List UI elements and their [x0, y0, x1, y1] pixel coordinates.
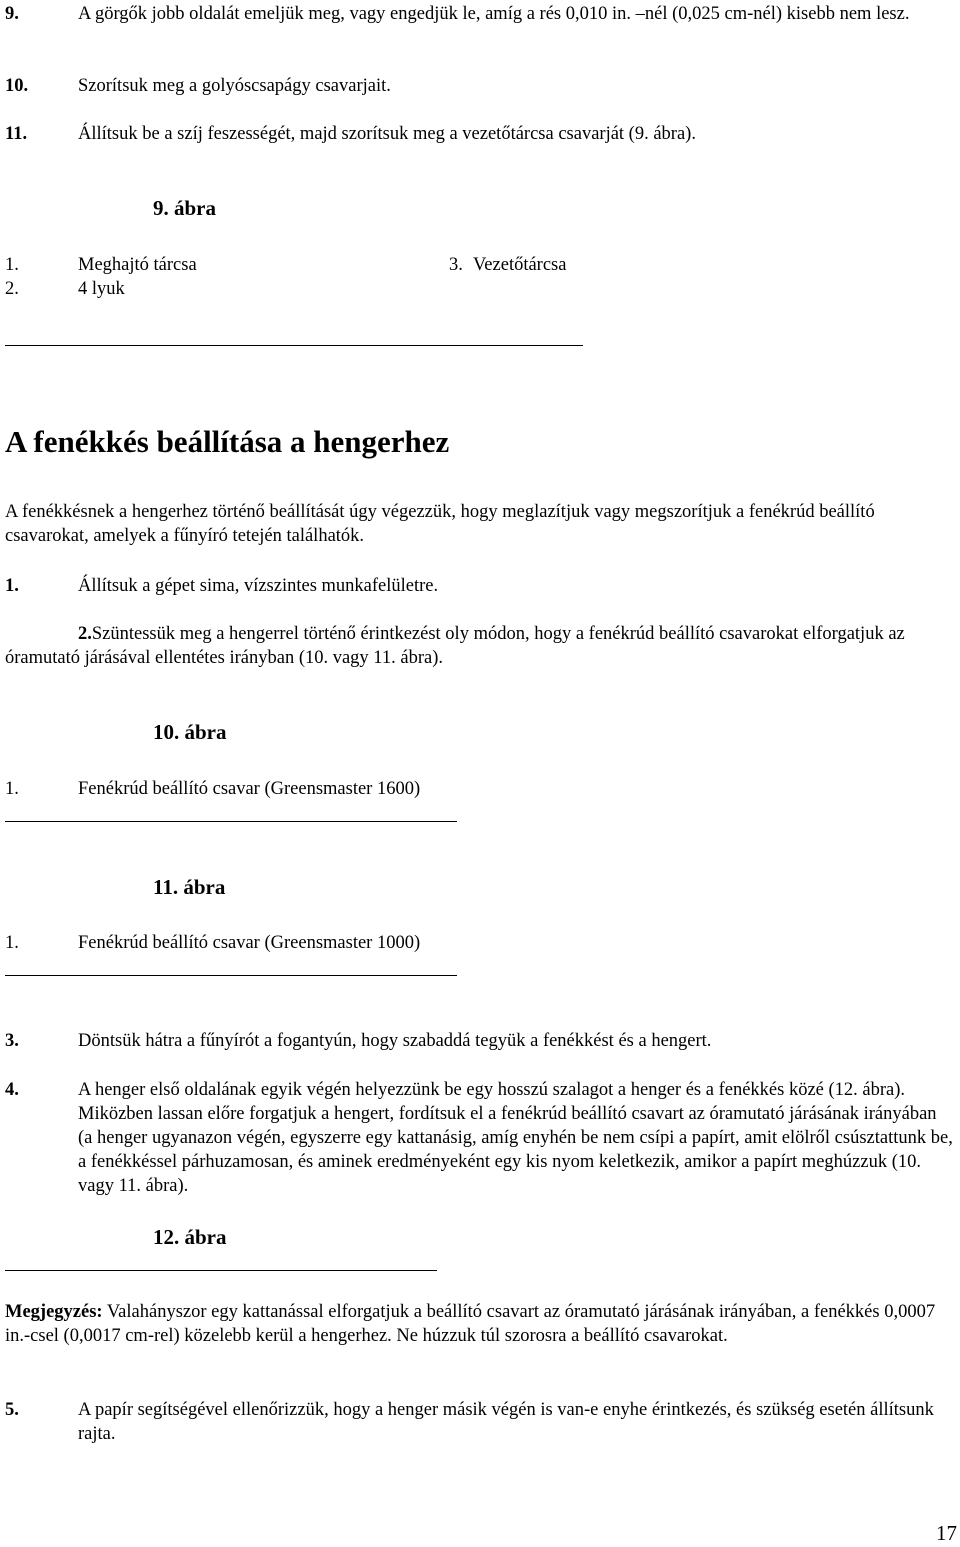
step-10-text: Szorítsuk meg a golyóscsapágy csavarjait. — [78, 76, 391, 96]
figure-9-item-1-text: Meghajtó tárcsa — [78, 255, 197, 275]
step-11-text: Állítsuk be a szíj feszességét, majd szorítsuk meg a vezetőtárcsa csavarját (9. ábra). — [78, 124, 696, 144]
figure-9-item-1-number: 1. — [5, 255, 19, 275]
divider-rule — [5, 821, 457, 822]
step-3-text: Döntsük hátra a fűnyírót a fogantyún, hogy szabaddá tegyük a fenékkést és a hengert. — [78, 1031, 712, 1051]
section-heading: A fenékkés beállítása a hengerhez — [5, 424, 450, 459]
figure-11-item-number: 1. — [5, 933, 19, 953]
step-5-text: A papír segítségével ellenőrizzük, hogy a henger másik végén is van-e enyhe érintkezés, és szükség esetén állítsunk rajta. — [78, 1400, 934, 1444]
step-4-text: A henger első oldalának egyik végén helyezzünk be egy hosszú szalagot a henger és a fenékkés közé (12. ábra). Miközben lassan előre forgatjuk a hengert, fordítsuk el a fenékrúd beállító csavart az óramutató járásának irányában (a henger ugyanazon végén, egyszerre egy kattanásig, amíg enyhén be nem csípi a papírt, amit elölről csúsztattunk be, a fenékkéssel párhuzamosan, és aminek eredményeként egy kis nyom keletkezik, amikor a papírt meghúzzuk (10. vagy 11. ábra). — [78, 1080, 953, 1196]
divider-rule — [5, 1270, 437, 1271]
figure-10-item-text: Fenékrúd beállító csavar (Greensmaster 1600) — [78, 779, 421, 799]
section-intro: A fenékkésnek a hengerhez történő beállítását úgy végezzük, hogy meglazítjuk vagy megszorítjuk a fenékrúd beállító csavarokat, amelyek a fűnyíró tetején találhatók. — [5, 502, 875, 546]
note-text: Valahányszor egy kattanással elforgatjuk a beállító csavart az óramutató járásának irányában, a fenékkés 0,0007 in.-csel (0,0017 cm-rel) közelebb kerül a hengerhez. Ne húzzuk túl szorosra a beállító csavarokat. — [5, 1302, 936, 1346]
step-2-text: Szüntessük meg a hengerrel történő érintkezést oly módon, hogy a fenékrúd beállító csavarokat elforgatjuk az óramutató járásával ellentétes irányban (10. vagy 11. ábra). — [5, 624, 905, 668]
step-3-number: 3. — [5, 1031, 19, 1051]
divider-rule — [5, 345, 583, 346]
figure-11-title: 11. ábra — [153, 875, 226, 899]
figure-9-title: 9. ábra — [153, 196, 216, 220]
note — [5, 1300, 955, 1348]
step-9-text: A görgők jobb oldalát emeljük meg, vagy engedjük le, amíg a rés 0,010 in. –nél (0,025 cm-nél) kisebb nem lesz. — [78, 4, 910, 24]
note-label: Megjegyzés: — [5, 1302, 103, 1322]
step-2-number: 2. — [78, 624, 92, 644]
step-1-text: Állítsuk a gépet sima, vízszintes munkafelületre. — [78, 576, 439, 596]
step-4-number: 4. — [5, 1080, 19, 1100]
divider-rule — [5, 975, 457, 976]
figure-10-title: 10. ábra — [153, 720, 227, 744]
figure-12-title: 12. ábra — [153, 1225, 227, 1249]
step-1-number: 1. — [5, 576, 19, 596]
figure-9-item-2-text: 4 lyuk — [78, 279, 125, 299]
step-10-number: 10. — [5, 76, 29, 96]
step-9-number: 9. — [5, 4, 19, 24]
figure-9-item-3-text: Vezetőtárcsa — [473, 255, 567, 275]
step-5-number: 5. — [5, 1400, 19, 1420]
figure-11-item-text: Fenékrúd beállító csavar (Greensmaster 1000) — [78, 933, 421, 953]
figure-10-item-number: 1. — [5, 779, 19, 799]
figure-9-item-2-number: 2. — [5, 279, 19, 299]
figure-9-item-3-number: 3. — [449, 255, 463, 275]
page-number: 17 — [936, 1521, 957, 1545]
step-2 — [5, 622, 955, 670]
step-11-number: 11. — [5, 124, 28, 144]
